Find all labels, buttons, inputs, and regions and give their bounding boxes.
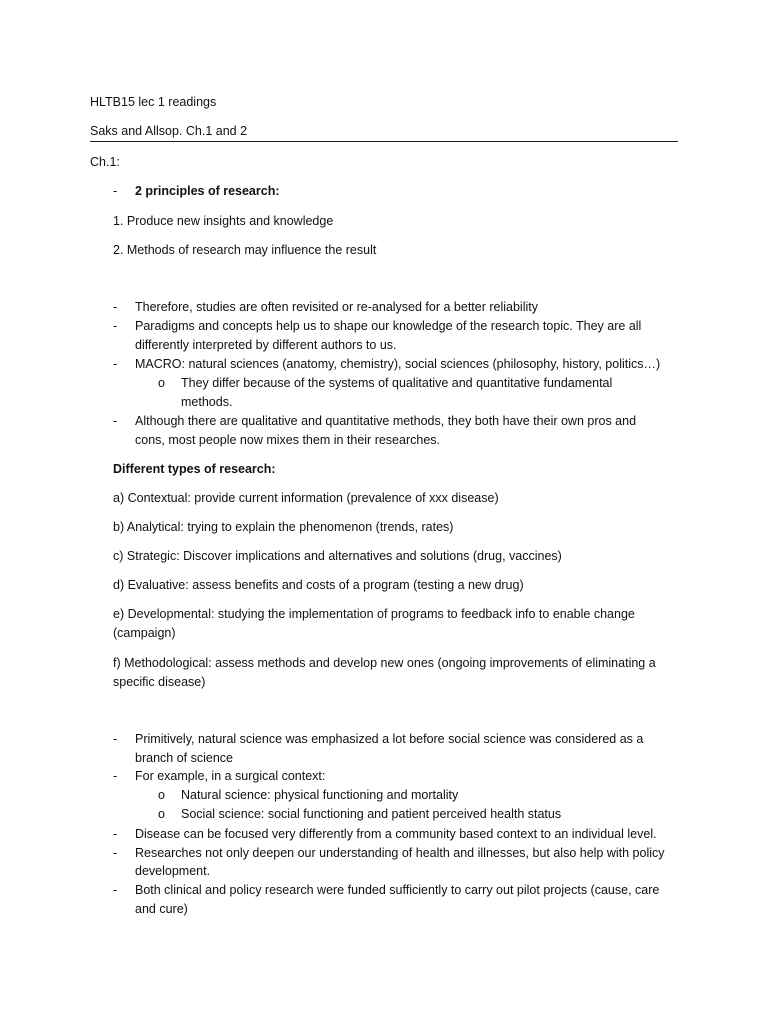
- bullet-text-continued: differently interpreted by different authors to us.: [135, 338, 397, 352]
- dash-bullet: -: [113, 357, 118, 371]
- principle-item: 2. Methods of research may influence the result: [113, 243, 377, 257]
- sub-bullet-text: Social science: social functioning and patient perceived health status: [181, 807, 562, 821]
- bullet-text: For example, in a surgical context:: [135, 769, 326, 783]
- bullet-text: Disease can be focused very differently from a community based context to an individual level.: [135, 827, 657, 841]
- dash-bullet: -: [113, 769, 118, 783]
- dash-bullet: -: [113, 883, 118, 897]
- bullet-text: Both clinical and policy research were funded sufficiently to carry out pilot projects (cause, care: [135, 883, 660, 897]
- research-type-continued: (campaign): [113, 626, 176, 640]
- bullet-text: MACRO: natural sciences (anatomy, chemistry), social sciences (philosophy, history, politics…): [135, 357, 661, 371]
- bullet-text: Primitively, natural science was emphasized a lot before social science was considered as a: [135, 732, 644, 746]
- circle-bullet: o: [158, 788, 165, 802]
- research-type: f) Methodological: assess methods and develop new ones (ongoing improvements of eliminating a: [113, 656, 656, 670]
- research-type: d) Evaluative: assess benefits and costs of a program (testing a new drug): [113, 578, 524, 592]
- dash-bullet: -: [113, 414, 118, 428]
- bullet-text: Therefore, studies are often revisited or re-analysed for a better reliability: [135, 300, 538, 314]
- research-type: e) Developmental: studying the implementation of programs to feedback info to enable change: [113, 607, 635, 621]
- circle-bullet: o: [158, 807, 165, 821]
- bullet-text-continued: cons, most people now mixes them in their researches.: [135, 433, 440, 447]
- header-divider: [90, 141, 678, 142]
- dash-bullet: -: [113, 300, 118, 314]
- types-heading: Different types of research:: [113, 462, 276, 476]
- bullet-text-continued: and cure): [135, 902, 188, 916]
- dash-bullet: -: [113, 732, 118, 746]
- bullet-text-continued: branch of science: [135, 751, 233, 765]
- bullet-text-continued: development.: [135, 864, 211, 878]
- chapter-label: Ch.1:: [90, 155, 120, 169]
- circle-bullet: o: [158, 376, 165, 390]
- research-type: c) Strategic: Discover implications and alternatives and solutions (drug, vaccines): [113, 549, 562, 563]
- principle-item: 1. Produce new insights and knowledge: [113, 214, 334, 228]
- document-source: Saks and Allsop. Ch.1 and 2: [90, 124, 248, 138]
- dash-bullet: -: [113, 827, 118, 841]
- dash-bullet: -: [113, 319, 118, 333]
- bullet-text: Paradigms and concepts help us to shape our knowledge of the research topic. They are all: [135, 319, 642, 333]
- bullet-text: Researches not only deepen our understanding of health and illnesses, but also help with policy: [135, 846, 665, 860]
- sub-bullet-text: Natural science: physical functioning and mortality: [181, 788, 459, 802]
- research-type-continued: specific disease): [113, 675, 206, 689]
- principles-heading: 2 principles of research:: [135, 184, 280, 198]
- sub-bullet-text: They differ because of the systems of qualitative and quantitative fundamental: [181, 376, 613, 390]
- document-title: HLTB15 lec 1 readings: [90, 95, 217, 109]
- dash-bullet: -: [113, 846, 118, 860]
- sub-bullet-text-continued: methods.: [181, 395, 233, 409]
- bullet-text: Although there are qualitative and quantitative methods, they both have their own pros and: [135, 414, 637, 428]
- research-type: a) Contextual: provide current information (prevalence of xxx disease): [113, 491, 499, 505]
- research-type: b) Analytical: trying to explain the phenomenon (trends, rates): [113, 520, 454, 534]
- dash-bullet: -: [113, 184, 118, 198]
